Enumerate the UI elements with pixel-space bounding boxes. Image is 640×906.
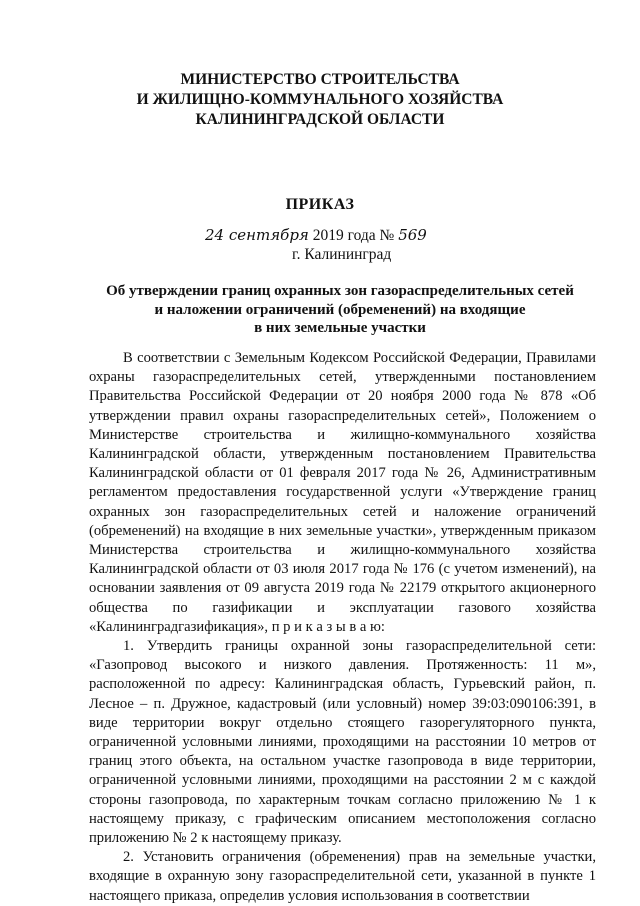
ministry-line-2: И ЖИЛИЩНО-КОММУНАЛЬНОГО ХОЗЯЙСТВА (136, 91, 504, 108)
ministry-line-1: МИНИСТЕРСТВО СТРОИТЕЛЬСТВА (180, 71, 460, 88)
subject-line-2: и наложении ограничений (обременений) на входящие (154, 301, 526, 318)
subject-line-3: в них земельные участки (254, 320, 426, 336)
order-subject (80, 282, 600, 338)
order-city: г. Калининград (292, 246, 392, 263)
preamble-paragraph: В соответствии с Земельным Кодексом Российской Федерации, Правилами охраны газораспределительных сетей, утвержденными постановлением Правительства Российской Федерации от 20 ноября 2000 года № 878 «Об утверждении правил охраны газораспределительных сетей», Положением о Министерстве строительства и жилищно-коммунального хозяйства Калининградской области, утвержденным постановлением Правительства Калининградской области от 01 февраля 2017 года № 26, Административным регламентом предоставления государственной услуги «Утверждение границ охранных зон газораспределительных сетей и наложение ограничений (обременений) на входящие в них земельные участки», утвержденным приказом Министерства строительства и жилищно-коммунального хозяйства Калининградской области от 03 июля 2017 года № 176 (с учетом изменений), на основании заявления от 09 августа 2019 года № 22179 открытого акционерного общества по газификации и эксплуатации газового хозяйства «Калининградгазификация», п р и к а з ы в а ю: (89, 350, 596, 635)
subject-line-1: Об утверждении границ охранных зон газораспределительных сетей (106, 283, 574, 299)
item-1-paragraph: 1. Утвердить границы охранной зоны газораспределительной сети: «Газопровод высокого и низкого давления. Протяженность: 11 м», расположенной по адресу: Калининградская область, Гурьевский район, п. Лесное – п. Дружное, кадастровый (или условный) номер 39:03:090106:391, в виде территории вокруг отдельно стоящего газорегуляторного пункта, ограниченной условными линиями, проходящими на расстоянии 10 метров от границ этого объекта, на остальном участке газопровода в виде территории, ограниченной условными линиями, проходящими на расстоянии 2 м с каждой стороны газопровода, по характерным точкам согласно приложению № 1 к настоящему приказу, с графическим описанием местоположения согласно приложению № 2 к настоящему приказу. (89, 638, 596, 847)
handwritten-date: 24 сентября (205, 226, 309, 244)
handwritten-number: 569 (398, 226, 427, 244)
order-dateline (205, 226, 427, 245)
ministry-line-3: КАЛИНИНГРАДСКОЙ ОБЛАСТИ (195, 111, 445, 128)
order-title: ПРИКАЗ (285, 196, 355, 213)
ministry-header (90, 70, 550, 130)
order-body (89, 349, 596, 906)
item-2-paragraph: 2. Установить ограничения (обременения) прав на земельные участки, входящие в охранную зону газораспределительной сети, указанной в пункте 1 настоящего приказа, определив условия использования в соответствии (89, 849, 596, 904)
printed-date: 2019 года № (312, 227, 395, 244)
